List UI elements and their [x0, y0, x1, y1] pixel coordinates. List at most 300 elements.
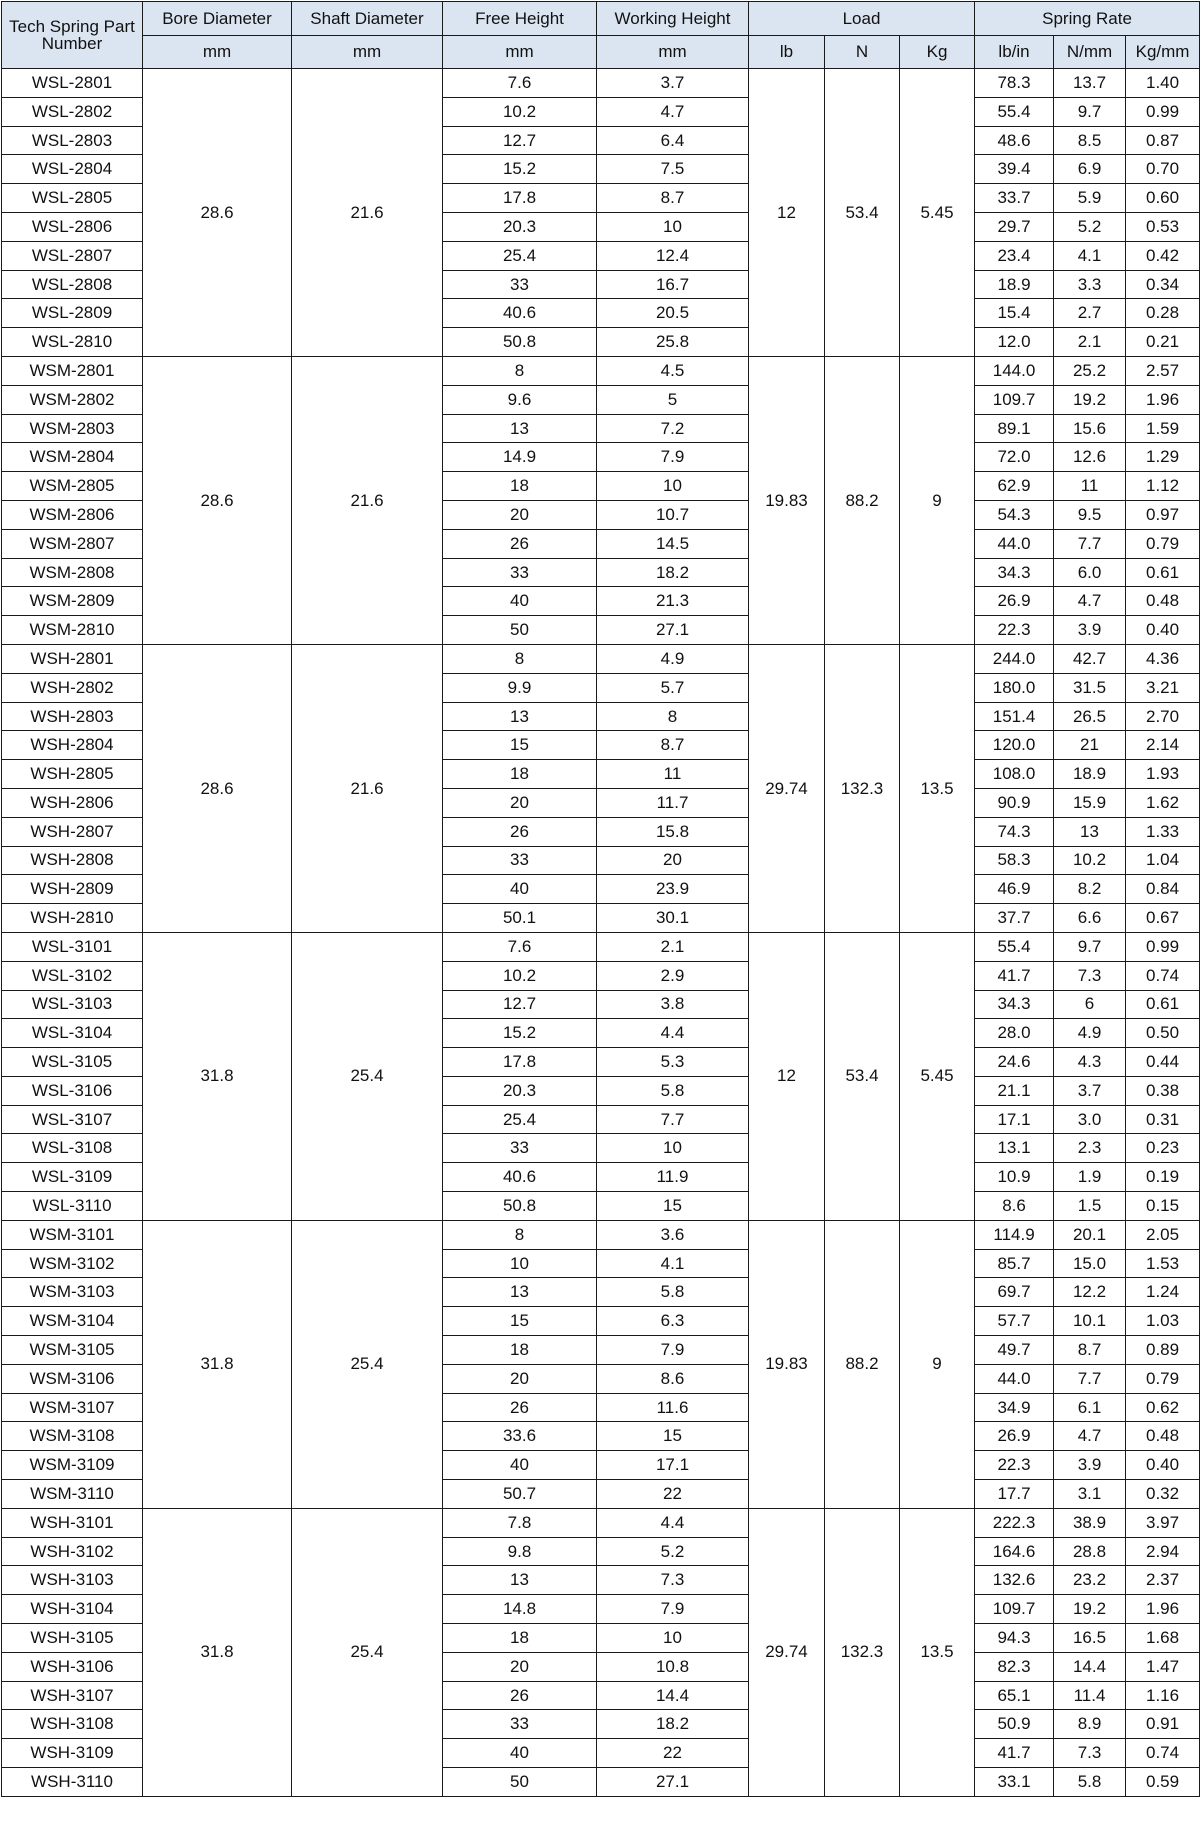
cell-free-height: 33	[443, 558, 597, 587]
cell-rate-lbin: 17.1	[975, 1105, 1054, 1134]
cell-part-number: WSH-2806	[2, 788, 143, 817]
cell-rate-nmm: 5.2	[1054, 212, 1126, 241]
cell-rate-nmm: 18.9	[1054, 760, 1126, 789]
cell-rate-nmm: 13	[1054, 817, 1126, 846]
table-row	[2, 644, 1200, 673]
cell-rate-nmm: 7.3	[1054, 1739, 1126, 1768]
cell-working-height: 7.7	[597, 1105, 749, 1134]
cell-free-height: 9.6	[443, 385, 597, 414]
cell-rate-kgmm: 0.38	[1126, 1076, 1200, 1105]
cell-rate-kgmm: 0.61	[1126, 990, 1200, 1019]
cell-rate-nmm: 12.6	[1054, 443, 1126, 472]
cell-rate-lbin: 34.9	[975, 1393, 1054, 1422]
cell-rate-kgmm: 0.48	[1126, 1422, 1200, 1451]
cell-part-number: WSH-2810	[2, 904, 143, 933]
cell-rate-kgmm: 0.60	[1126, 184, 1200, 213]
cell-working-height: 2.1	[597, 932, 749, 961]
cell-free-height: 25.4	[443, 1105, 597, 1134]
cell-part-number: WSL-3101	[2, 932, 143, 961]
cell-load-kg: 5.45	[900, 932, 975, 1220]
cell-rate-kgmm: 0.87	[1126, 126, 1200, 155]
unit-load-lb: lb	[749, 36, 825, 69]
cell-rate-nmm: 8.5	[1054, 126, 1126, 155]
cell-rate-lbin: 17.7	[975, 1480, 1054, 1509]
cell-rate-nmm: 7.3	[1054, 961, 1126, 990]
cell-rate-kgmm: 2.94	[1126, 1537, 1200, 1566]
cell-working-height: 5.8	[597, 1076, 749, 1105]
cell-part-number: WSH-3110	[2, 1768, 143, 1797]
header-working-height: Working Height	[597, 2, 749, 36]
cell-rate-lbin: 21.1	[975, 1076, 1054, 1105]
cell-part-number: WSL-3103	[2, 990, 143, 1019]
cell-part-number: WSL-2807	[2, 241, 143, 270]
cell-free-height: 40	[443, 1451, 597, 1480]
cell-working-height: 2.9	[597, 961, 749, 990]
cell-working-height: 3.7	[597, 69, 749, 98]
unit-shaft: mm	[292, 36, 443, 69]
cell-rate-nmm: 11	[1054, 472, 1126, 501]
cell-rate-lbin: 39.4	[975, 155, 1054, 184]
header-free-height: Free Height	[443, 2, 597, 36]
cell-load-kg: 9	[900, 1220, 975, 1508]
cell-rate-nmm: 2.3	[1054, 1134, 1126, 1163]
cell-shaft-diameter: 21.6	[292, 356, 443, 644]
cell-free-height: 8	[443, 356, 597, 385]
cell-working-height: 10	[597, 472, 749, 501]
cell-load-kg: 5.45	[900, 69, 975, 357]
cell-part-number: WSH-2805	[2, 760, 143, 789]
cell-rate-nmm: 15.6	[1054, 414, 1126, 443]
cell-part-number: WSL-2810	[2, 328, 143, 357]
cell-rate-nmm: 1.5	[1054, 1192, 1126, 1221]
cell-part-number: WSL-3107	[2, 1105, 143, 1134]
cell-rate-kgmm: 0.62	[1126, 1393, 1200, 1422]
cell-working-height: 16.7	[597, 270, 749, 299]
cell-part-number: WSL-2803	[2, 126, 143, 155]
cell-working-height: 12.4	[597, 241, 749, 270]
cell-rate-lbin: 72.0	[975, 443, 1054, 472]
cell-rate-lbin: 180.0	[975, 673, 1054, 702]
cell-rate-kgmm: 4.36	[1126, 644, 1200, 673]
cell-free-height: 50.8	[443, 328, 597, 357]
unit-working-height: mm	[597, 36, 749, 69]
cell-rate-lbin: 33.1	[975, 1768, 1054, 1797]
cell-working-height: 18.2	[597, 1710, 749, 1739]
cell-working-height: 15.8	[597, 817, 749, 846]
cell-rate-kgmm: 0.74	[1126, 1739, 1200, 1768]
cell-part-number: WSM-3103	[2, 1278, 143, 1307]
cell-bore-diameter: 28.6	[143, 644, 292, 932]
cell-part-number: WSL-2806	[2, 212, 143, 241]
cell-rate-kgmm: 0.32	[1126, 1480, 1200, 1509]
cell-working-height: 25.8	[597, 328, 749, 357]
cell-free-height: 26	[443, 529, 597, 558]
cell-part-number: WSM-3109	[2, 1451, 143, 1480]
cell-rate-nmm: 3.1	[1054, 1480, 1126, 1509]
cell-part-number: WSL-3104	[2, 1019, 143, 1048]
cell-free-height: 26	[443, 817, 597, 846]
cell-rate-lbin: 22.3	[975, 616, 1054, 645]
cell-free-height: 7.6	[443, 69, 597, 98]
cell-free-height: 20	[443, 1652, 597, 1681]
cell-rate-nmm: 6.0	[1054, 558, 1126, 587]
cell-rate-nmm: 28.8	[1054, 1537, 1126, 1566]
cell-rate-kgmm: 0.97	[1126, 500, 1200, 529]
cell-rate-lbin: 151.4	[975, 702, 1054, 731]
cell-rate-nmm: 11.4	[1054, 1681, 1126, 1710]
cell-rate-lbin: 29.7	[975, 212, 1054, 241]
cell-working-height: 11.6	[597, 1393, 749, 1422]
cell-rate-nmm: 9.7	[1054, 97, 1126, 126]
cell-free-height: 10	[443, 1249, 597, 1278]
cell-rate-lbin: 50.9	[975, 1710, 1054, 1739]
cell-part-number: WSM-2809	[2, 587, 143, 616]
cell-rate-lbin: 144.0	[975, 356, 1054, 385]
cell-rate-nmm: 2.1	[1054, 328, 1126, 357]
cell-free-height: 15	[443, 731, 597, 760]
cell-rate-lbin: 90.9	[975, 788, 1054, 817]
cell-rate-nmm: 8.9	[1054, 1710, 1126, 1739]
cell-rate-lbin: 120.0	[975, 731, 1054, 760]
cell-part-number: WSH-2803	[2, 702, 143, 731]
cell-free-height: 15.2	[443, 1019, 597, 1048]
table-row	[2, 1220, 1200, 1249]
cell-rate-nmm: 5.8	[1054, 1768, 1126, 1797]
cell-rate-kgmm: 0.70	[1126, 155, 1200, 184]
cell-part-number: WSM-2804	[2, 443, 143, 472]
cell-rate-kgmm: 0.99	[1126, 932, 1200, 961]
cell-rate-kgmm: 0.89	[1126, 1336, 1200, 1365]
cell-working-height: 5.2	[597, 1537, 749, 1566]
unit-free-height: mm	[443, 36, 597, 69]
cell-working-height: 4.7	[597, 97, 749, 126]
cell-part-number: WSH-2809	[2, 875, 143, 904]
cell-rate-kgmm: 0.34	[1126, 270, 1200, 299]
cell-working-height: 11	[597, 760, 749, 789]
cell-free-height: 50.1	[443, 904, 597, 933]
cell-rate-nmm: 26.5	[1054, 702, 1126, 731]
cell-rate-lbin: 109.7	[975, 1595, 1054, 1624]
cell-free-height: 50.8	[443, 1192, 597, 1221]
cell-free-height: 15.2	[443, 155, 597, 184]
cell-rate-kgmm: 1.62	[1126, 788, 1200, 817]
table-header	[2, 2, 1200, 69]
cell-rate-lbin: 44.0	[975, 529, 1054, 558]
cell-working-height: 17.1	[597, 1451, 749, 1480]
cell-rate-nmm: 3.3	[1054, 270, 1126, 299]
cell-free-height: 33	[443, 270, 597, 299]
cell-part-number: WSM-2801	[2, 356, 143, 385]
cell-rate-nmm: 3.9	[1054, 616, 1126, 645]
cell-rate-nmm: 4.7	[1054, 587, 1126, 616]
cell-free-height: 20	[443, 1364, 597, 1393]
cell-working-height: 22	[597, 1480, 749, 1509]
cell-rate-nmm: 13.7	[1054, 69, 1126, 98]
cell-rate-kgmm: 0.23	[1126, 1134, 1200, 1163]
unit-rate-nmm: N/mm	[1054, 36, 1126, 69]
cell-rate-nmm: 6.9	[1054, 155, 1126, 184]
table-row	[2, 69, 1200, 98]
cell-free-height: 18	[443, 760, 597, 789]
cell-free-height: 12.7	[443, 990, 597, 1019]
cell-rate-nmm: 3.9	[1054, 1451, 1126, 1480]
cell-part-number: WSH-2807	[2, 817, 143, 846]
cell-rate-kgmm: 1.96	[1126, 1595, 1200, 1624]
cell-part-number: WSM-3104	[2, 1307, 143, 1336]
cell-rate-kgmm: 0.53	[1126, 212, 1200, 241]
cell-rate-kgmm: 2.57	[1126, 356, 1200, 385]
cell-working-height: 10	[597, 1624, 749, 1653]
cell-part-number: WSM-2807	[2, 529, 143, 558]
cell-part-number: WSL-2808	[2, 270, 143, 299]
cell-working-height: 10	[597, 212, 749, 241]
cell-free-height: 18	[443, 1624, 597, 1653]
cell-rate-lbin: 33.7	[975, 184, 1054, 213]
cell-rate-lbin: 18.9	[975, 270, 1054, 299]
cell-rate-kgmm: 1.53	[1126, 1249, 1200, 1278]
cell-rate-kgmm: 1.24	[1126, 1278, 1200, 1307]
cell-rate-lbin: 89.1	[975, 414, 1054, 443]
cell-rate-lbin: 23.4	[975, 241, 1054, 270]
cell-bore-diameter: 31.8	[143, 1508, 292, 1796]
cell-load-n: 88.2	[825, 1220, 900, 1508]
cell-bore-diameter: 28.6	[143, 356, 292, 644]
cell-rate-nmm: 20.1	[1054, 1220, 1126, 1249]
cell-rate-kgmm: 0.44	[1126, 1048, 1200, 1077]
cell-working-height: 5.8	[597, 1278, 749, 1307]
cell-working-height: 5	[597, 385, 749, 414]
cell-rate-nmm: 14.4	[1054, 1652, 1126, 1681]
cell-rate-kgmm: 3.97	[1126, 1508, 1200, 1537]
cell-free-height: 25.4	[443, 241, 597, 270]
cell-working-height: 7.9	[597, 1595, 749, 1624]
cell-part-number: WSH-3104	[2, 1595, 143, 1624]
cell-working-height: 10.7	[597, 500, 749, 529]
cell-rate-nmm: 42.7	[1054, 644, 1126, 673]
cell-shaft-diameter: 25.4	[292, 1508, 443, 1796]
cell-bore-diameter: 28.6	[143, 69, 292, 357]
cell-rate-lbin: 244.0	[975, 644, 1054, 673]
cell-free-height: 18	[443, 472, 597, 501]
cell-rate-nmm: 12.2	[1054, 1278, 1126, 1307]
cell-rate-lbin: 78.3	[975, 69, 1054, 98]
cell-rate-lbin: 74.3	[975, 817, 1054, 846]
cell-free-height: 40.6	[443, 299, 597, 328]
cell-shaft-diameter: 25.4	[292, 1220, 443, 1508]
cell-free-height: 14.9	[443, 443, 597, 472]
cell-rate-lbin: 94.3	[975, 1624, 1054, 1653]
cell-working-height: 10	[597, 1134, 749, 1163]
cell-working-height: 4.1	[597, 1249, 749, 1278]
cell-load-lb: 19.83	[749, 1220, 825, 1508]
spring-spec-table	[1, 1, 1200, 1797]
cell-working-height: 22	[597, 1739, 749, 1768]
cell-free-height: 13	[443, 702, 597, 731]
cell-part-number: WSM-3105	[2, 1336, 143, 1365]
cell-part-number: WSH-3101	[2, 1508, 143, 1537]
cell-part-number: WSM-3107	[2, 1393, 143, 1422]
cell-rate-lbin: 34.3	[975, 990, 1054, 1019]
cell-working-height: 4.5	[597, 356, 749, 385]
cell-part-number: WSM-3102	[2, 1249, 143, 1278]
cell-rate-nmm: 25.2	[1054, 356, 1126, 385]
cell-part-number: WSM-3108	[2, 1422, 143, 1451]
cell-free-height: 40	[443, 875, 597, 904]
cell-rate-lbin: 28.0	[975, 1019, 1054, 1048]
cell-rate-kgmm: 2.70	[1126, 702, 1200, 731]
cell-free-height: 33	[443, 1710, 597, 1739]
cell-rate-kgmm: 2.05	[1126, 1220, 1200, 1249]
cell-rate-nmm: 8.7	[1054, 1336, 1126, 1365]
cell-working-height: 4.4	[597, 1508, 749, 1537]
cell-rate-nmm: 6	[1054, 990, 1126, 1019]
header-bore-diameter: Bore Diameter	[143, 2, 292, 36]
cell-load-lb: 29.74	[749, 1508, 825, 1796]
cell-free-height: 10.2	[443, 97, 597, 126]
cell-part-number: WSL-2805	[2, 184, 143, 213]
unit-load-kg: Kg	[900, 36, 975, 69]
cell-free-height: 14.8	[443, 1595, 597, 1624]
cell-free-height: 8	[443, 1220, 597, 1249]
cell-part-number: WSL-2804	[2, 155, 143, 184]
cell-part-number: WSL-3109	[2, 1163, 143, 1192]
cell-working-height: 3.6	[597, 1220, 749, 1249]
cell-working-height: 7.5	[597, 155, 749, 184]
cell-rate-nmm: 15.0	[1054, 1249, 1126, 1278]
cell-working-height: 11.7	[597, 788, 749, 817]
cell-rate-lbin: 13.1	[975, 1134, 1054, 1163]
cell-load-lb: 12	[749, 932, 825, 1220]
cell-part-number: WSL-3106	[2, 1076, 143, 1105]
cell-working-height: 18.2	[597, 558, 749, 587]
cell-rate-nmm: 9.7	[1054, 932, 1126, 961]
header-shaft-diameter: Shaft Diameter	[292, 2, 443, 36]
cell-load-n: 53.4	[825, 69, 900, 357]
cell-shaft-diameter: 21.6	[292, 644, 443, 932]
cell-working-height: 7.2	[597, 414, 749, 443]
header-spring-rate: Spring Rate	[975, 2, 1200, 36]
cell-rate-nmm: 38.9	[1054, 1508, 1126, 1537]
cell-rate-lbin: 109.7	[975, 385, 1054, 414]
cell-free-height: 13	[443, 1566, 597, 1595]
cell-part-number: WSM-2803	[2, 414, 143, 443]
unit-rate-lbin: lb/in	[975, 36, 1054, 69]
cell-rate-kgmm: 0.42	[1126, 241, 1200, 270]
cell-rate-kgmm: 0.50	[1126, 1019, 1200, 1048]
cell-rate-nmm: 19.2	[1054, 1595, 1126, 1624]
cell-working-height: 5.3	[597, 1048, 749, 1077]
cell-rate-nmm: 10.1	[1054, 1307, 1126, 1336]
cell-rate-lbin: 114.9	[975, 1220, 1054, 1249]
cell-load-n: 53.4	[825, 932, 900, 1220]
cell-rate-kgmm: 0.28	[1126, 299, 1200, 328]
cell-rate-nmm: 8.2	[1054, 875, 1126, 904]
cell-part-number: WSH-3105	[2, 1624, 143, 1653]
cell-shaft-diameter: 21.6	[292, 69, 443, 357]
cell-rate-lbin: 15.4	[975, 299, 1054, 328]
cell-working-height: 10.8	[597, 1652, 749, 1681]
cell-part-number: WSH-2801	[2, 644, 143, 673]
cell-rate-lbin: 85.7	[975, 1249, 1054, 1278]
cell-free-height: 17.8	[443, 184, 597, 213]
cell-rate-lbin: 22.3	[975, 1451, 1054, 1480]
cell-part-number: WSM-3110	[2, 1480, 143, 1509]
cell-free-height: 8	[443, 644, 597, 673]
cell-free-height: 20.3	[443, 212, 597, 241]
cell-free-height: 40	[443, 1739, 597, 1768]
cell-rate-lbin: 8.6	[975, 1192, 1054, 1221]
cell-free-height: 33.6	[443, 1422, 597, 1451]
cell-working-height: 8.7	[597, 184, 749, 213]
cell-working-height: 7.9	[597, 1336, 749, 1365]
cell-working-height: 27.1	[597, 616, 749, 645]
cell-rate-nmm: 19.2	[1054, 385, 1126, 414]
cell-free-height: 20	[443, 500, 597, 529]
cell-rate-kgmm: 0.21	[1126, 328, 1200, 357]
cell-rate-lbin: 108.0	[975, 760, 1054, 789]
cell-rate-kgmm: 1.29	[1126, 443, 1200, 472]
cell-part-number: WSM-2802	[2, 385, 143, 414]
cell-part-number: WSH-3103	[2, 1566, 143, 1595]
cell-rate-lbin: 57.7	[975, 1307, 1054, 1336]
cell-part-number: WSH-3108	[2, 1710, 143, 1739]
table-body	[2, 69, 1200, 1797]
cell-free-height: 7.8	[443, 1508, 597, 1537]
cell-free-height: 33	[443, 1134, 597, 1163]
cell-working-height: 15	[597, 1422, 749, 1451]
cell-rate-lbin: 34.3	[975, 558, 1054, 587]
cell-rate-kgmm: 0.99	[1126, 97, 1200, 126]
cell-rate-lbin: 24.6	[975, 1048, 1054, 1077]
cell-rate-lbin: 26.9	[975, 587, 1054, 616]
cell-rate-nmm: 4.1	[1054, 241, 1126, 270]
cell-bore-diameter: 31.8	[143, 1220, 292, 1508]
cell-rate-kgmm: 1.40	[1126, 69, 1200, 98]
cell-load-kg: 9	[900, 356, 975, 644]
cell-part-number: WSL-3102	[2, 961, 143, 990]
cell-load-kg: 13.5	[900, 644, 975, 932]
cell-rate-nmm: 3.0	[1054, 1105, 1126, 1134]
cell-rate-nmm: 21	[1054, 731, 1126, 760]
cell-working-height: 4.4	[597, 1019, 749, 1048]
cell-rate-lbin: 41.7	[975, 961, 1054, 990]
cell-part-number: WSH-2804	[2, 731, 143, 760]
cell-free-height: 50	[443, 616, 597, 645]
cell-rate-lbin: 44.0	[975, 1364, 1054, 1393]
cell-rate-kgmm: 1.68	[1126, 1624, 1200, 1653]
cell-free-height: 40	[443, 587, 597, 616]
cell-part-number: WSM-3106	[2, 1364, 143, 1393]
cell-part-number: WSH-3107	[2, 1681, 143, 1710]
cell-free-height: 15	[443, 1307, 597, 1336]
cell-rate-lbin: 26.9	[975, 1422, 1054, 1451]
cell-part-number: WSM-2806	[2, 500, 143, 529]
cell-rate-nmm: 23.2	[1054, 1566, 1126, 1595]
cell-rate-nmm: 4.7	[1054, 1422, 1126, 1451]
cell-working-height: 5.7	[597, 673, 749, 702]
header-part-number: Tech Spring Part Number	[2, 2, 143, 69]
cell-rate-kgmm: 0.19	[1126, 1163, 1200, 1192]
cell-free-height: 33	[443, 846, 597, 875]
cell-part-number: WSH-3102	[2, 1537, 143, 1566]
cell-working-height: 14.5	[597, 529, 749, 558]
cell-rate-lbin: 62.9	[975, 472, 1054, 501]
cell-rate-kgmm: 1.16	[1126, 1681, 1200, 1710]
cell-shaft-diameter: 25.4	[292, 932, 443, 1220]
cell-rate-kgmm: 0.61	[1126, 558, 1200, 587]
cell-working-height: 20.5	[597, 299, 749, 328]
cell-load-lb: 29.74	[749, 644, 825, 932]
